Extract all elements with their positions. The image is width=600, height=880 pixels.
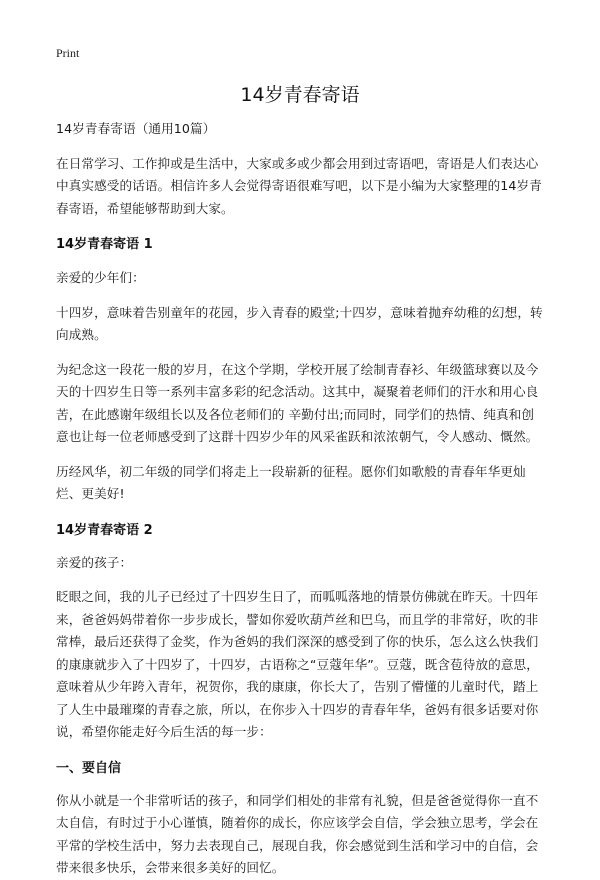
document-body: [56, 118, 546, 880]
section-1-heading: 14岁青春寄语 1: [56, 237, 153, 252]
section-2-paragraph-1: 眨眼之间，我的儿子已经过了十四岁生日了，而呱呱落地的情景仿佛就在昨天。十四年来，爸爸妈妈带着你一步步成长，譬如你爱吹葫芦丝和巴乌，而且学的非常好，吹的非常棒，最后还获得了金奖，作为爸妈的我们深深的感受到了你的快乐，怎么这么快我们的康康就步入了十四岁了，十四岁，古语称之“豆蔻年华”。豆蔻，既含苞待放的意思，意味着从少年跨入青年，祝贺你，我的康康，你长大了，告别了懵懂的儿童时代，踏上了人生中最璀璨的青春之旅，所以，在你步入十四岁的青春年华，爸妈有很多话要对你说，希望你能走好今后生活的每一步：: [56, 589, 539, 739]
section-2-greeting: 亲爱的孩子：: [56, 554, 133, 570]
section-3-heading: 一、要自信: [56, 760, 122, 776]
section-1-paragraph-3: 历经风华，初二年级的同学们将走上一段崭新的征程。愿你们如歌般的青春年华更灿烂、更美好!: [56, 463, 526, 501]
section-1-paragraph-2: 为纪念这一段花一般的岁月，在这个学期，学校开展了绘制青春衫、年级篮球赛以及今天的十四岁生日等一系列丰富多彩的纪念活动。这其中，凝聚着老师们的汗水和用心良苦，在此感谢年级组长以及各位老师们的 辛勤付出;而同时，同学们的热情、纯真和创意也让每一位老师感受到了这群十四岁少年的风采雀跃和浓浓朝气，令人感动、慨然。: [56, 361, 539, 444]
section-1-greeting: 亲爱的少年们：: [56, 270, 145, 285]
section-3-paragraph-1: 你从小就是一个非常听话的孩子，和同学们相处的非常有礼貌，但是爸爸觉得你一直不太自信，有时过于小心谨慎，随着你的成长，你应该学会自信，学会独立思考，学会在平常的学校生活中，努力去表现自己，展现自我，你会感觉到生活和学习中的自信，会带来很多快乐，会带来很多美好的回忆。: [56, 792, 539, 875]
print-label: Print: [56, 46, 80, 60]
document-subtitle: 14岁青春寄语（通用10篇）: [56, 121, 216, 136]
section-2-heading: 14岁青春寄语 2: [56, 522, 153, 538]
intro-paragraph: 在日常学习、工作抑或是生活中，大家或多或少都会用到过寄语吧，寄语是人们表达心中真实感受的话语。相信许多人会觉得寄语很难写吧，以下是小编为大家整理的14岁青春寄语，希望能够帮助到大家。: [56, 155, 542, 216]
document-title: 14岁青春寄语: [240, 84, 360, 106]
section-1-paragraph-1: 十四岁，意味着告别童年的花园，步入青春的殿堂;十四岁，意味着抛弃幼稚的幻想，转向成熟。: [56, 304, 543, 342]
